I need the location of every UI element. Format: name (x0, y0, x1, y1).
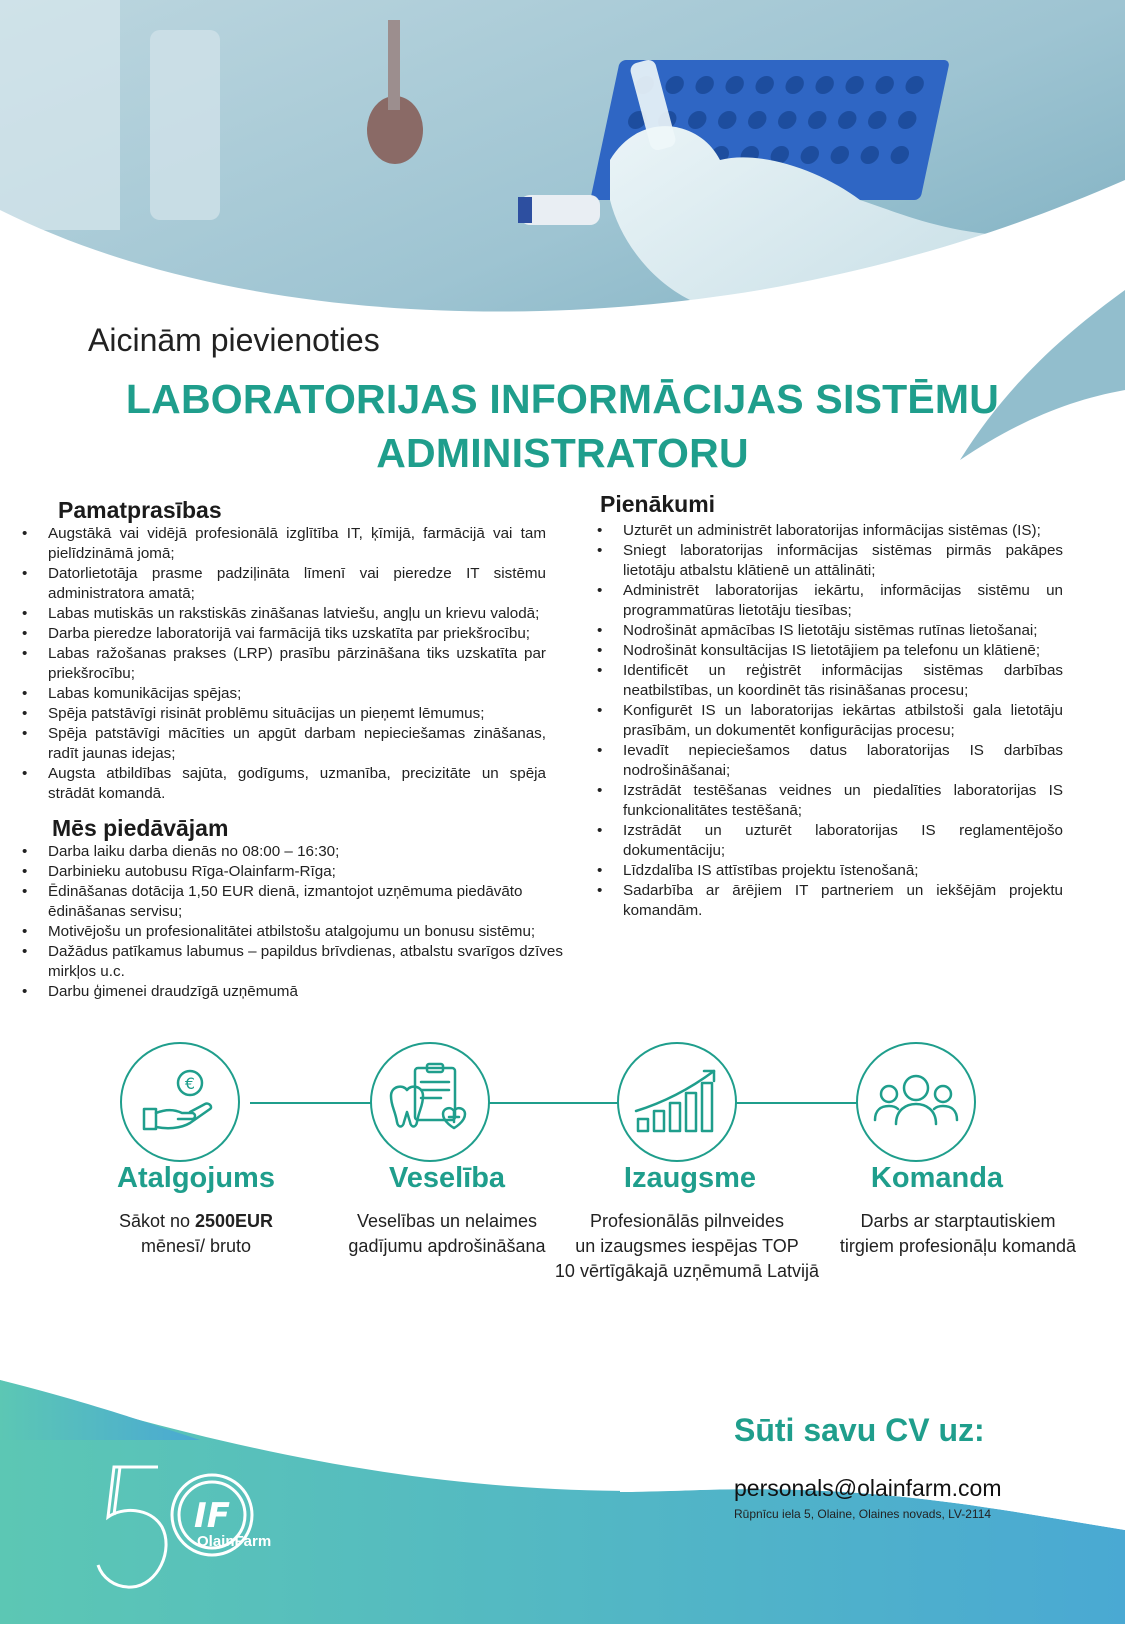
requirement-item: • Augsta atbildības sajūta, godīgums, uzmanība, precizitāte un spēja strādāt komandā. (22, 764, 546, 804)
requirement-item: • Spēja patstāvīgi mācīties un apgūt darbam nepieciešamas zināšanas, radīt jaunas idejas; (22, 724, 546, 764)
duties-list (597, 521, 1063, 921)
benefit-circle-team (856, 1042, 976, 1162)
contact-email[interactable]: personals@olainfarm.com (734, 1475, 1002, 1501)
job-title-line2: ADMINISTRATORU (376, 430, 749, 476)
offer-item: • Dažādus patīkamus labumus – papildus brīvdienas, atbalstu svarīgos dzīves mirkļos u.c. (22, 942, 602, 982)
duty-item: • Sadarbība ar ārējiem IT partneriem un iekšējām projektu komandām. (597, 881, 1063, 921)
requirements-heading: Pamatprasības (58, 497, 222, 523)
benefits-connector-line (250, 1102, 870, 1104)
requirements-list (22, 524, 546, 804)
company-address: Rūpnīcu iela 5, Olaine, Olaines novads, LV-2114 (734, 1507, 992, 1521)
offer-item: • Darbu ģimenei draudzīgā uzņēmumā (22, 982, 602, 1002)
team-line: tirgiem profesionāļu komandā (839, 1236, 1077, 1256)
duty-item: • Identificēt un reģistrēt informācijas sistēmas darbības neatbilstības, un koordinēt tās risināšanas procesu; (597, 661, 1063, 701)
offer-heading: Mēs piedāvājam (52, 815, 229, 841)
hand-euro-icon (140, 1067, 220, 1137)
logo-wordmark: OlainFarm (197, 1533, 272, 1550)
benefit-circle-growth (617, 1042, 737, 1162)
duty-item: • Nodrošināt konsultācijas IS lietotājiem pa telefonu un klātienē; (597, 641, 1063, 661)
requirement-item: • Datorlietotāja prasme padziļināta līmenī vai pieredze IT sistēmu administratora amatā; (22, 564, 546, 604)
growth-line: Profesionālās pilnveides (589, 1211, 785, 1231)
svg-text:IF: IF (194, 1496, 230, 1536)
job-title (40, 372, 1085, 480)
duty-item: • Konfigurēt IS un laboratorijas iekārtas atbilstoši gala lietotāju prasībām, un dokumentēt konfigurācijas procesu; (597, 701, 1063, 741)
team-line: Darbs ar starptautiskiem (860, 1211, 1056, 1231)
olainfarm-50-logo (92, 1455, 262, 1605)
left-column (22, 496, 563, 1002)
requirement-item: • Labas komunikācijas spējas; (22, 684, 546, 704)
requirement-item: • Spēja patstāvīgi risināt problēmu situācijas un pieņemt lēmumus; (22, 704, 546, 724)
offer-item: • Darbinieku autobusu Rīga-Olainfarm-Rīga; (22, 862, 602, 882)
duty-item: • Uzturēt un administrēt laboratorijas informācijas sistēmas (IS); (597, 521, 1063, 541)
health-line: gadījumu apdrošināšana (348, 1236, 546, 1256)
intro-text: Aicinām pievienoties (88, 322, 380, 358)
health-line: Veselības un nelaimes (356, 1211, 538, 1231)
salary-suffix: mēnesī/ bruto (140, 1236, 252, 1256)
duty-item: • Izstrādāt un uzturēt laboratorijas IS reglamentējošo dokumentāciju; (597, 821, 1063, 861)
duties-heading: Pienākumi (600, 491, 716, 517)
offer-list (22, 842, 602, 1002)
duty-item: • Sniegt laboratorijas informācijas sistēmas pirmās pakāpes lietotāju atbalstu klātienē un attālināti; (597, 541, 1063, 581)
growth-line: un izaugsmes iespējas TOP (575, 1236, 799, 1256)
svg-text:€: € (184, 1074, 196, 1093)
salary-amount: 2500EUR (195, 1211, 274, 1231)
right-column (597, 490, 1063, 921)
benefit-text-team (808, 1209, 1108, 1259)
team-icon (871, 1072, 961, 1132)
benefit-title-team: Komanda (870, 1162, 1004, 1194)
offer-item: • Motivējošu un profesionalitātei atbilstošu atalgojumu un bonusu sistēmu; (22, 922, 602, 942)
growth-chart-icon (632, 1067, 722, 1137)
requirement-item: • Labas mutiskās un rakstiskās zināšanas latviešu, angļu un krievu valodā; (22, 604, 546, 624)
growth-line: 10 vērtīgākajā uzņēmumā Latvijā (554, 1261, 820, 1281)
duty-item: • Izstrādāt testēšanas veidnes un piedalīties laboratorijas IS funkcionalitātes testēšanā; (597, 781, 1063, 821)
offer-item: • Ēdināšanas dotācija 1,50 EUR dienā, izmantojot uzņēmuma piedāvāto ēdināšanas servisu; (22, 882, 568, 922)
health-clipboard-icon (385, 1062, 475, 1142)
requirement-item: • Labas ražošanas prakses (LRP) prasību pārzināšana tiks uzskatīta par priekšrocību; (22, 644, 546, 684)
benefit-title-health: Veselība (388, 1162, 506, 1194)
benefit-text-growth (537, 1209, 837, 1284)
requirement-item: • Augstākā vai vidējā profesionālā izglītība IT, ķīmijā, farmācijā vai tam pielīdzināmā jomā; (22, 524, 546, 564)
duty-item: • Administrēt laboratorijas iekārtu, informācijas sistēmu un programmatūras lietotāju tiesības; (597, 581, 1063, 621)
offer-item: • Darba laiku darba dienās no 08:00 – 16:30; (22, 842, 602, 862)
cv-heading: Sūti savu CV uz: (734, 1412, 985, 1448)
benefit-circle-salary (120, 1042, 240, 1162)
benefit-title-salary: Atalgojums (117, 1162, 275, 1194)
requirement-item: • Darba pieredze laboratorijā vai farmācijā tiks uzskatīta par priekšrocību; (22, 624, 546, 644)
duty-item: • Līdzdalība IS attīstības projektu īstenošanā; (597, 861, 1063, 881)
salary-prefix: Sākot no (118, 1211, 195, 1231)
duty-item: • Ievadīt nepieciešamos datus laboratorijas IS darbības nodrošināšanai; (597, 741, 1063, 781)
duty-item: • Nodrošināt apmācības IS lietotāju sistēmas rutīnas lietošanai; (597, 621, 1063, 641)
job-title-line1: LABORATORIJAS INFORMĀCIJAS SISTĒMU (125, 376, 1000, 422)
benefit-circle-health (370, 1042, 490, 1162)
benefit-title-growth: Izaugsme (623, 1162, 757, 1194)
